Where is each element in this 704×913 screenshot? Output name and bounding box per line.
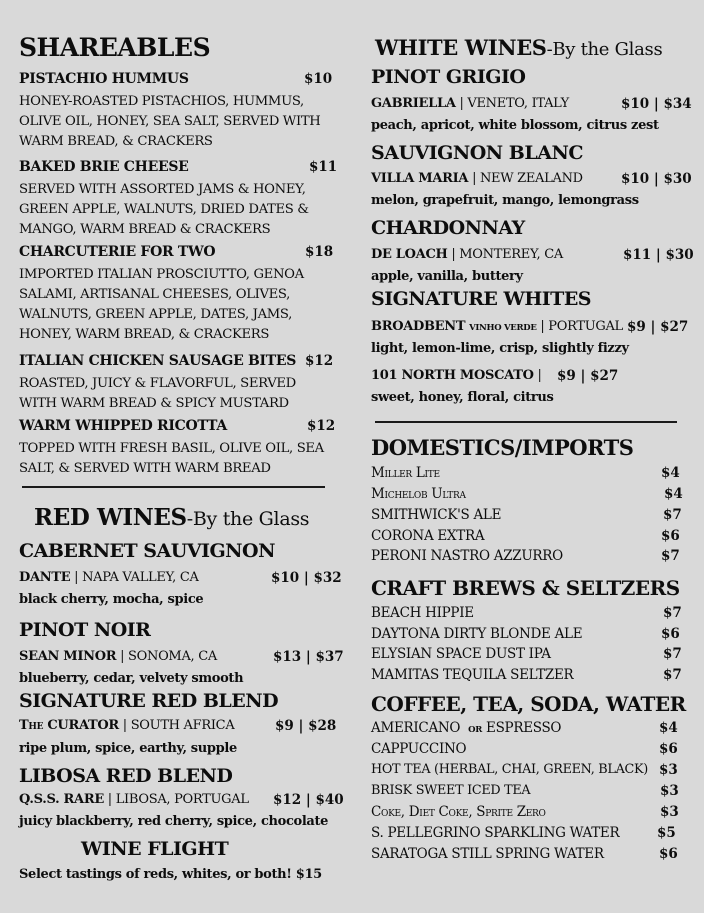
wine-line: VILLA MARIA | NEW ZEALAND — [371, 171, 583, 186]
drink-name: AMERICANO OR ESPRESSO — [371, 720, 562, 736]
beer-price: $4 — [661, 465, 680, 481]
item-name: PISTACHIO HUMMUS — [19, 71, 189, 87]
tasting-notes: juicy blackberry, red cherry, spice, chocolate — [19, 814, 329, 829]
drink-price: $3 — [660, 804, 679, 820]
drink-name: S. PELLEGRINO SPARKLING WATER — [371, 825, 620, 841]
wine-price: $9 | $28 — [275, 718, 337, 734]
item-description: TOPPED WITH FRESH BASIL, OLIVE OIL, SEA SALT, & SERVED WITH WARM BREAD — [19, 441, 324, 476]
drink-price: $6 — [659, 846, 678, 862]
beer-price: $7 — [661, 548, 680, 564]
drink-name: HOT TEA (HERBAL, CHAI, GREEN, BLACK) — [371, 762, 648, 777]
coffee-title: COFFEE, TEA, SODA, WATER — [371, 692, 686, 716]
beer-price: $7 — [663, 507, 682, 523]
beer-price: $6 — [661, 626, 680, 642]
shareables-title: SHAREABLES — [19, 33, 211, 62]
beer-name: SMITHWICK'S ALE — [371, 507, 502, 523]
varietal-heading: SAUVIGNON BLANC — [371, 142, 583, 164]
beer-name: MAMITAS TEQUILA SELTZER — [371, 667, 574, 683]
drink-name: CAPPUCCINO — [371, 741, 467, 757]
drink-name: Coke, Diet Coke, Sprite Zero — [371, 804, 546, 820]
drink-name: BRISK SWEET ICED TEA — [371, 783, 531, 798]
item-name: CHARCUTERIE FOR TWO — [19, 244, 216, 260]
craft-title: CRAFT BREWS & SELTZERS — [371, 576, 680, 600]
beer-name: Michelob Ultra — [371, 486, 466, 502]
section-divider — [22, 486, 325, 488]
item-description: ROASTED, JUICY & FLAVORFUL, SERVED WITH WARM BREAD & SPICY MUSTARD — [19, 376, 296, 411]
item-price: $18 — [305, 244, 334, 260]
tasting-notes: light, lemon-lime, crisp, slightly fizzy — [371, 341, 629, 356]
red-wines-title: RED WINES-By the Glass — [34, 504, 310, 531]
tasting-notes: ripe plum, spice, earthy, supple — [19, 741, 237, 756]
beer-price: $4 — [664, 486, 683, 502]
beer-name: CORONA EXTRA — [371, 528, 485, 544]
item-description: HONEY-ROASTED PISTACHIOS, HUMMUS, OLIVE OIL, HONEY, SEA SALT, SERVED WITH WARM BREAD, & CRACKERS — [19, 94, 321, 149]
beer-name: DAYTONA DIRTY BLONDE ALE — [371, 626, 583, 642]
wine-line: DANTE | NAPA VALLEY, CA — [19, 570, 199, 585]
section-divider — [375, 421, 677, 423]
signature-whites-heading: SIGNATURE WHITES — [371, 288, 592, 310]
drink-price: $3 — [660, 783, 679, 799]
beer-price: $7 — [663, 605, 682, 621]
item-price: $11 — [309, 159, 338, 175]
wine-price: $10 | $34 — [621, 96, 692, 112]
beer-name: PERONI NASTRO AZZURRO — [371, 548, 563, 564]
tasting-notes: peach, apricot, white blossom, citrus zest — [371, 118, 659, 133]
wine-line: Q.S.S. RARE | LIBOSA, PORTUGAL — [19, 792, 249, 807]
item-description: SERVED WITH ASSORTED JAMS & HONEY, GREEN APPLE, WALNUTS, DRIED DATES & MANGO, WARM BREAD & CRACKERS — [19, 182, 309, 237]
varietal-heading: CABERNET SAUVIGNON — [19, 540, 275, 562]
beer-price: $6 — [661, 528, 680, 544]
wine-line: SEAN MINOR | SONOMA, CA — [19, 649, 217, 664]
varietal-heading: PINOT NOIR — [19, 619, 151, 641]
drink-price: $4 — [659, 720, 678, 736]
item-price: $12 — [305, 353, 334, 369]
wine-price: $9 | $27 — [557, 368, 619, 384]
wine-line: GABRIELLA | VENETO, ITALY — [371, 96, 569, 111]
item-name: ITALIAN CHICKEN SAUSAGE BITES — [19, 353, 297, 369]
item-description: IMPORTED ITALIAN PROSCIUTTO, GENOA SALAMI, ARTISANAL CHEESES, OLIVES, WALNUTS, GREEN APPLE, DATES, JAMS, HONEY, WARM BREAD, & CRACKERS — [19, 267, 304, 342]
tasting-notes: black cherry, mocha, spice — [19, 592, 204, 607]
wine-flight-text: Select tastings of reds, whites, or both! $15 — [19, 867, 322, 882]
wine-line: The CURATOR | SOUTH AFRICA — [19, 718, 235, 733]
item-price: $10 — [304, 71, 333, 87]
domestics-title: DOMESTICS/IMPORTS — [371, 435, 634, 460]
beer-name: BEACH HIPPIE — [371, 605, 474, 621]
tasting-notes: melon, grapefruit, mango, lemongrass — [371, 193, 639, 208]
tasting-notes: apple, vanilla, buttery — [371, 269, 523, 284]
item-price: $12 — [307, 418, 336, 434]
beer-name: Miller Lite — [371, 465, 440, 481]
tasting-notes: sweet, honey, floral, citrus — [371, 390, 554, 405]
beer-price: $7 — [663, 667, 682, 683]
wine-line: 101 NORTH MOSCATO | — [371, 368, 542, 383]
drink-name: SARATOGA STILL SPRING WATER — [371, 846, 604, 862]
beer-price: $7 — [663, 646, 682, 662]
varietal-heading: PINOT GRIGIO — [371, 66, 526, 88]
drink-price: $6 — [659, 741, 678, 757]
item-name: BAKED BRIE CHEESE — [19, 159, 189, 175]
wine-flight-heading: WINE FLIGHT — [81, 838, 229, 860]
item-name: WARM WHIPPED RICOTTA — [19, 418, 227, 434]
wine-price: $12 | $40 — [273, 792, 344, 808]
wine-price: $13 | $37 — [273, 649, 344, 665]
drink-price: $3 — [659, 762, 678, 778]
wine-price: $10 | $30 — [621, 171, 692, 187]
wine-line: BROADBENT VINHO VERDE | PORTUGAL — [371, 319, 623, 334]
beer-name: ELYSIAN SPACE DUST IPA — [371, 646, 551, 662]
wine-price: $10 | $32 — [271, 570, 342, 586]
varietal-heading: CHARDONNAY — [371, 217, 525, 239]
tasting-notes: blueberry, cedar, velvety smooth — [19, 671, 244, 686]
varietal-heading: SIGNATURE RED BLEND — [19, 690, 279, 712]
wine-price: $11 | $30 — [623, 247, 694, 263]
wine-price: $9 | $27 — [627, 319, 689, 335]
drink-price: $5 — [657, 825, 676, 841]
wine-line: DE LOACH | MONTEREY, CA — [371, 247, 563, 262]
varietal-heading: LIBOSA RED BLEND — [19, 765, 233, 787]
white-wines-title: WHITE WINES-By the Glass — [375, 35, 663, 60]
